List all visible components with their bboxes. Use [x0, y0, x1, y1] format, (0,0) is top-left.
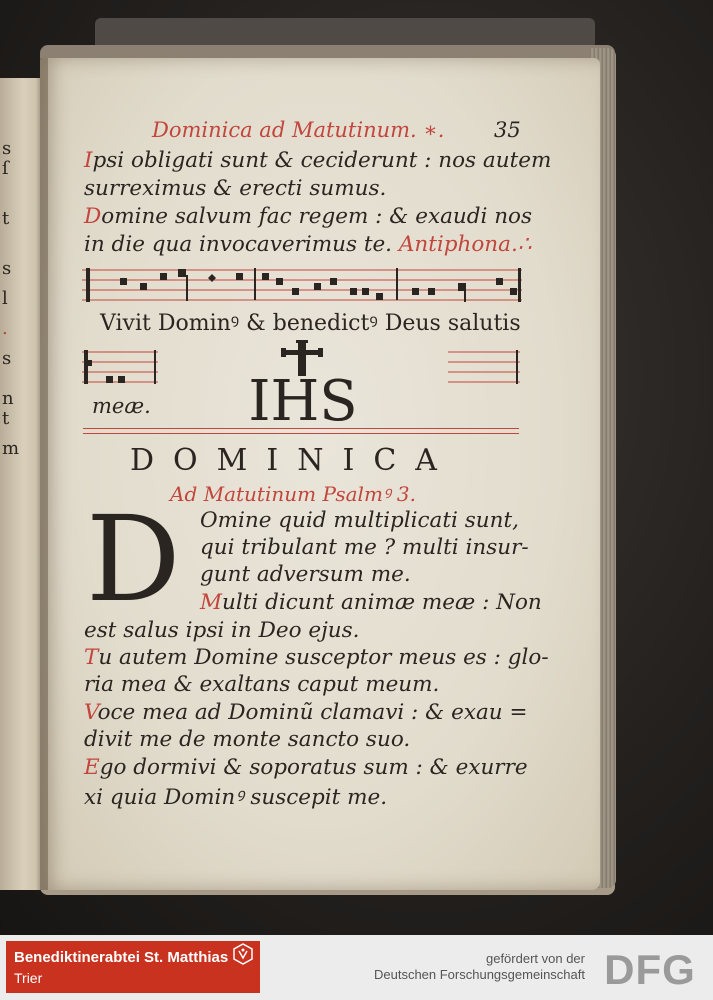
psalm-line: Voce mea ad Dominũ clamavi : & exau = [84, 700, 528, 725]
psalm-line: ria mea & exaltans caput meum. [84, 672, 440, 697]
page-number: 35 [494, 118, 521, 142]
rubric-initial: T [84, 645, 99, 670]
left-page-fragment: t [2, 208, 10, 229]
left-page-fragment: ſ [2, 158, 9, 179]
running-head-mark: ∗. [423, 118, 445, 142]
page-gutter [40, 58, 48, 890]
rubric-initial: I [84, 148, 93, 173]
left-page-fragment: t [2, 408, 10, 429]
drop-cap: D [86, 490, 181, 628]
antiphona-mark: ∴ [517, 232, 532, 257]
rubric-initial: V [84, 700, 98, 725]
left-page-fragment: . [2, 318, 8, 339]
psalm-line: Tu autem Domine susceptor meus es : glo- [84, 645, 549, 670]
left-page-fragment: s [2, 138, 12, 159]
funding-line-1: gefördert von der [485, 951, 585, 966]
ihs-monogram-emblem [246, 340, 361, 425]
chant-staff-lower-left [82, 348, 158, 392]
psalm-line: gunt adversum me. [200, 562, 411, 587]
rubric-initial: D [84, 204, 102, 229]
text-line: surreximus & erecti sumus. [84, 176, 387, 201]
chant-staff-lower-right [448, 348, 520, 392]
rubric-rule [83, 433, 519, 434]
section-heading: DOMINICA [130, 443, 456, 478]
dfg-logo[interactable] [594, 946, 706, 990]
institution-logo-icon [232, 943, 254, 965]
text-line: Ipsi obligati sunt & ceciderunt : nos autem [84, 148, 552, 173]
rubric-initial: E [84, 755, 100, 780]
chant-staff-upper [82, 264, 522, 312]
text-line: Domine salvum fac regem : & exaudi nos [84, 204, 533, 229]
left-page-fragment: l [2, 288, 8, 309]
chant-lyric: Vivit Dominꝰ & benedictꝰ Deus salutis [100, 311, 521, 336]
running-head: Dominica ad Matutinum. ∗. [152, 118, 445, 142]
institution-name[interactable]: Benediktinerabtei St. Matthias [14, 949, 229, 966]
psalm-line: xi quia Dominꝰ suscepit me. [84, 785, 388, 810]
section-subheading: Ad Matutinum Psalmꝰ 3. [170, 482, 416, 506]
psalm-line: est salus ipsi in Deo ejus. [84, 618, 360, 643]
text-line: in die qua invocaverimus te. Antiphona.∴ [84, 232, 532, 257]
left-page-fragments [0, 78, 42, 890]
psalm-line: Omine quid multiplicati sunt, [200, 508, 519, 533]
dfg-logo-text: DFG [604, 946, 696, 990]
psalm-line: divit me de monte sancto suo. [84, 727, 411, 752]
left-facing-page [0, 78, 42, 890]
ihs-monogram: IHS [248, 369, 358, 425]
left-page-fragment: m [2, 438, 20, 459]
psalm-line: Ego dormivi & soporatus sum : & exurre [84, 755, 528, 780]
left-page-fragment: n [2, 388, 14, 409]
chant-end-word: meæ. [92, 394, 151, 418]
antiphona-label: Antiphona. [398, 232, 518, 257]
funding-line-2: Deutschen Forschungsgemeinschaft [373, 967, 585, 982]
left-page-fragment: s [2, 258, 12, 279]
psalm-line: Multi dicunt animæ meæ : Non [200, 590, 542, 615]
rubric-initial: M [200, 590, 223, 615]
rubric-rule [83, 428, 519, 429]
psalm-line: qui tribulant me ? multi insur- [200, 535, 529, 560]
institution-city: Trier [14, 970, 43, 986]
left-page-fragment: s [2, 348, 12, 369]
